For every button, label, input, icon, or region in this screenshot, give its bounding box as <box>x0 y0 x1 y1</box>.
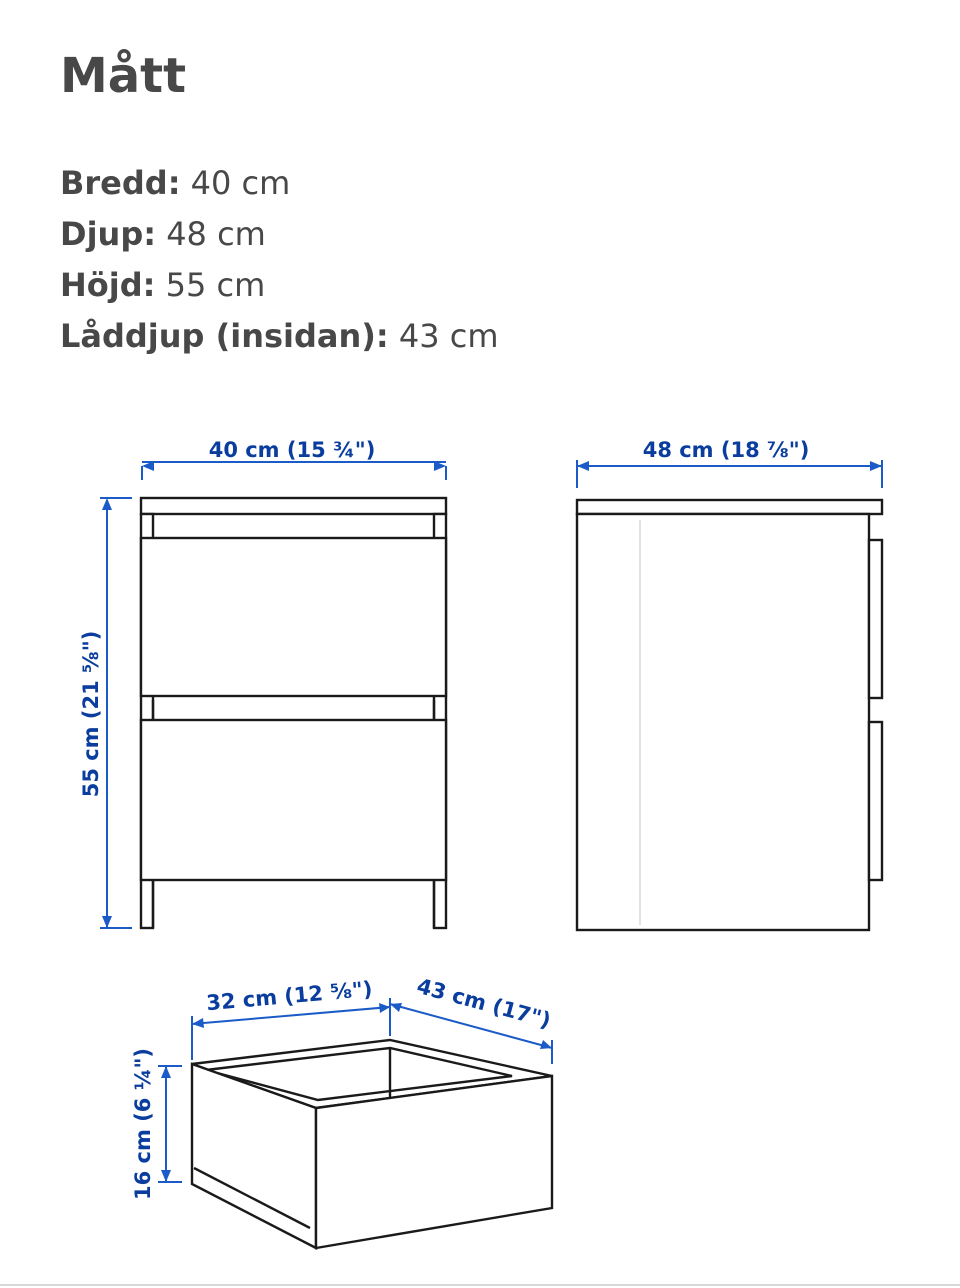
front-upper-drawer <box>141 538 446 696</box>
side-lower-drawer-front <box>869 722 882 880</box>
side-depth-arrow-left <box>577 461 589 471</box>
front-lower-drawer <box>141 720 446 880</box>
drawer-height-label: 16 cm (6 ¼") <box>131 1048 155 1200</box>
front-top-panel <box>141 498 446 514</box>
drawer-depth-arrow-right <box>540 1040 552 1049</box>
spec-height-label: Höjd: <box>60 266 156 304</box>
front-height-arrow-bottom <box>102 916 112 928</box>
divider <box>0 1284 960 1286</box>
drawer-depth-arrow-left <box>390 1003 402 1012</box>
side-depth-label: 48 cm (18 ⅞") <box>642 438 810 462</box>
spec-depth-value: 48 cm <box>166 215 266 253</box>
side-body <box>577 514 869 930</box>
spec-height-value: 55 cm <box>165 266 266 304</box>
drawer-view <box>131 974 553 1248</box>
front-view <box>79 438 446 928</box>
spec-depth-label: Djup: <box>60 215 157 253</box>
front-height-label: 55 cm (21 ⅝") <box>79 630 103 798</box>
front-width-label: 40 cm (15 ¾") <box>208 438 376 462</box>
front-height-arrow-top <box>102 498 112 510</box>
side-top-panel <box>577 500 882 514</box>
spec-drawer-depth-label: Låddjup (insidan): <box>60 317 389 355</box>
page-title: Mått <box>60 48 187 104</box>
side-view <box>577 438 882 930</box>
spec-drawer-depth-value: 43 cm <box>398 317 499 355</box>
spec-width-value: 40 cm <box>190 164 291 202</box>
side-upper-drawer-front <box>869 540 882 698</box>
drawer-height-arrow-top <box>161 1066 171 1078</box>
drawer-height-arrow-bottom <box>161 1170 171 1182</box>
drawer-depth-label: 43 cm (17") <box>414 973 554 1033</box>
spec-width-label: Bredd: <box>60 164 181 202</box>
drawer-width-label: 32 cm (12 ⅝") <box>205 976 374 1016</box>
side-depth-arrow-right <box>870 461 882 471</box>
